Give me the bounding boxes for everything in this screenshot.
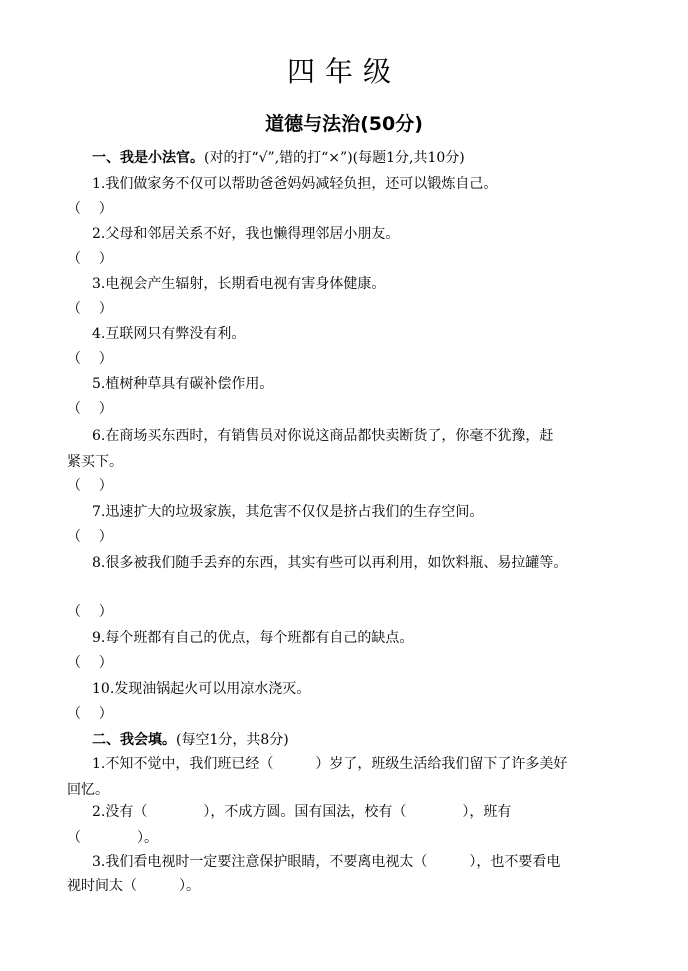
section2-heading (92, 730, 289, 750)
answer-paren-1: （ ） (67, 201, 113, 217)
question-6: 6.在商场买东西时，有销售员对你说这商品都快卖断货了，你毫不犹豫，赶 (92, 428, 554, 444)
fill-question-2: 2.没有（ ），不成方圆。国有国法，校有（ ），班有 (92, 804, 512, 820)
question-1: 1.我们做家务不仅可以帮助爸爸妈妈减轻负担，还可以锻炼自己。 (92, 176, 498, 192)
fill-question-2-cont: （ ）。 (67, 830, 158, 846)
section2-note: (每空1分，共8分) (176, 732, 289, 748)
section1-note: (对的打“√”,错的打“×”)(每题1分,共10分) (204, 150, 465, 166)
answer-paren-9: （ ） (67, 655, 113, 671)
question-6-cont: 紧买下。 (67, 454, 123, 470)
section2-title: 二、我会填。 (92, 732, 176, 748)
answer-paren-6: （ ） (67, 478, 113, 494)
answer-paren-10: （ ） (67, 706, 113, 722)
question-3: 3.电视会产生辐射，长期看电视有害身体健康。 (92, 276, 386, 292)
fill-question-3: 3.我们看电视时一定要注意保护眼睛，不要离电视太（ ），也不要看电 (92, 854, 561, 870)
section1-heading (92, 148, 465, 168)
fill-question-3-cont: 视时间太（ ）。 (67, 878, 200, 894)
question-2: 2.父母和邻居关系不好，我也懒得理邻居小朋友。 (92, 226, 400, 242)
question-8: 8.很多被我们随手丢弃的东西，其实有些可以再利用，如饮料瓶、易拉罐等。 (92, 555, 568, 571)
answer-paren-3: （ ） (67, 301, 113, 317)
answer-paren-8: （ ） (67, 604, 113, 620)
fill-question-1-cont: 回忆。 (67, 782, 109, 798)
question-4: 4.互联网只有弊没有利。 (92, 326, 246, 342)
section1-title: 一、我是小法官。 (92, 150, 204, 166)
grade-title: 四年级 (286, 55, 401, 88)
subject-title: 道德与法治(50分) (265, 113, 423, 135)
question-5: 5.植树种草具有碳补偿作用。 (92, 376, 274, 392)
question-9: 9.每个班都有自己的优点，每个班都有自己的缺点。 (92, 630, 414, 646)
fill-question-1: 1.不知不觉中，我们班已经（ ）岁了，班级生活给我们留下了许多美好 (92, 756, 568, 772)
question-10: 10.发现油锅起火可以用凉水浇灭。 (92, 681, 311, 697)
question-7: 7.迅速扩大的垃圾家族，其危害不仅仅是挤占我们的生存空间。 (92, 504, 484, 520)
answer-paren-5: （ ） (67, 401, 113, 417)
answer-paren-7: （ ） (67, 529, 113, 545)
answer-paren-2: （ ） (67, 251, 113, 267)
answer-paren-4: （ ） (67, 351, 113, 367)
